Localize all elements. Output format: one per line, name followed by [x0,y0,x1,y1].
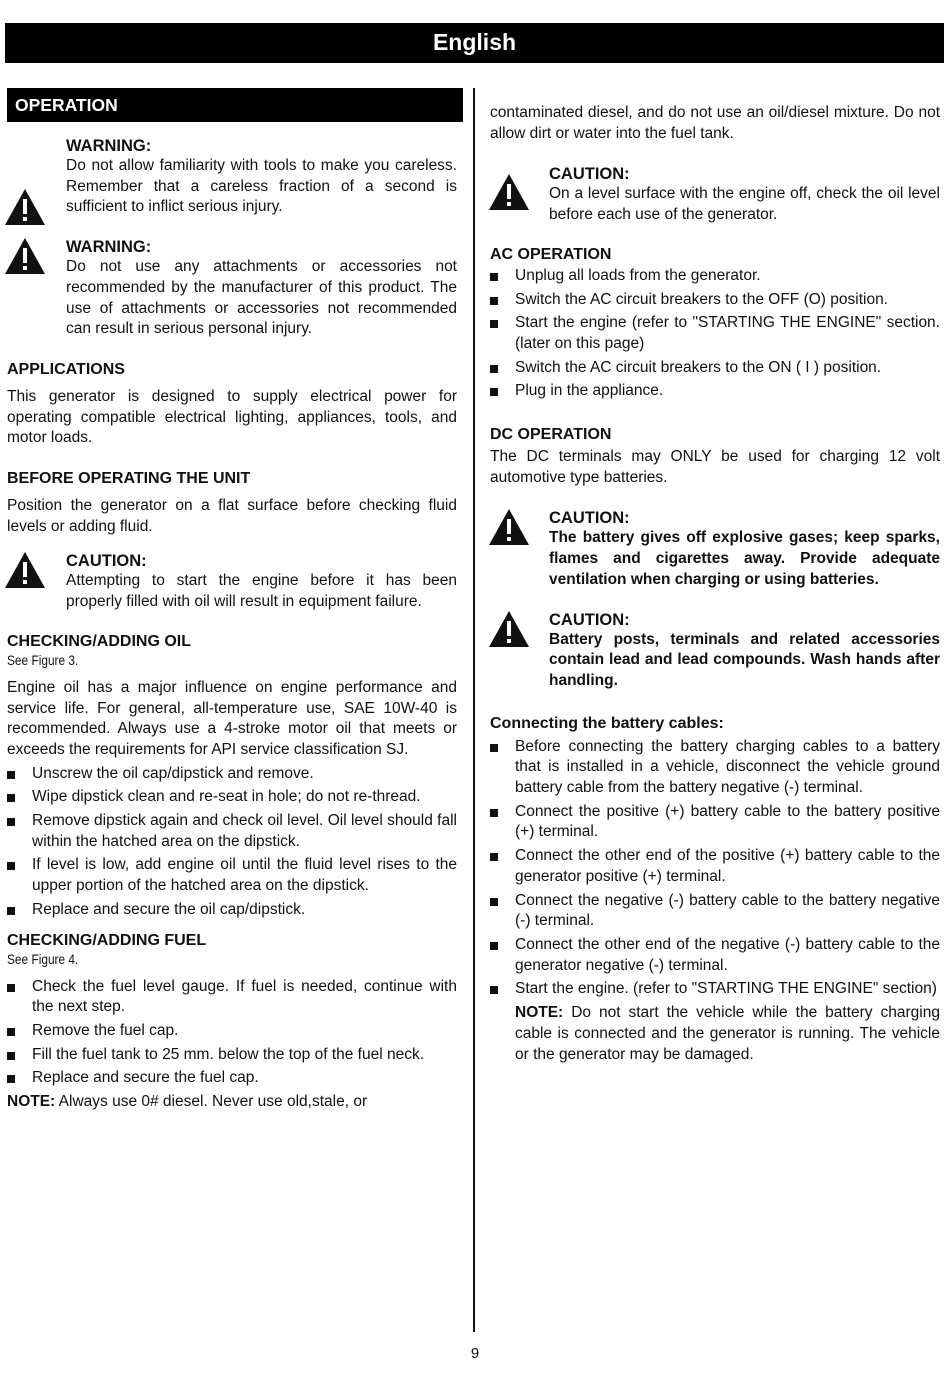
caution-block-2 [490,164,940,225]
battery-cables-steps [490,737,940,1000]
list-item: Connect the negative (-) battery cable to the battery negative (-) terminal. [490,891,940,932]
list-item: Wipe dipstick clean and re-seat in hole; do not re-thread. [7,787,457,808]
language-header: English [5,23,944,63]
cables-note [490,1003,940,1065]
warning-triangle-icon [488,508,530,546]
page-number: 9 [470,1345,480,1362]
see-figure-4: See Figure 4. [7,951,79,967]
caution-block-1 [7,551,457,612]
before-operating-text: Position the generator on a flat surface before checking fluid levels or adding fluid. [7,497,457,535]
caution-text: Battery posts, terminals and related accessories contain lead and lead compounds. Wash hands after handling. [549,630,940,689]
caution-label: CAUTION: [549,610,630,629]
fuel-continued-text: contaminated diesel, and do not use an oil/diesel mixture. Do not allow dirt or water into the fuel tank. [490,104,940,142]
oil-steps-list [7,764,457,921]
caution-label: CAUTION: [549,509,630,528]
warning-text: Do not use any attachments or accessories not recommended by the manufacturer of this product. The use of attachments or accessories not recommended can result in serious personal injury. [66,258,457,338]
caution-text: On a level surface with the engine off, check the oil level before each use of the generator. [549,185,940,224]
note-text: Always use 0# diesel. Never use old,stale, or [55,1093,368,1111]
oil-text: Engine oil has a major influence on engine performance and service life. For general, all-temperature use, SAE 10W-40 is recommended. Always use a 4-stroke motor oil that meets or exceeds the requirements for API service classification SJ. [7,678,457,758]
see-figure-3: See Figure 3. [7,652,79,668]
dc-operation-heading: DC OPERATION [490,426,612,444]
warning-block-1 [7,136,457,218]
list-item: Replace and secure the fuel cap. [7,1068,457,1089]
list-item: Replace and secure the oil cap/dipstick. [7,900,457,921]
list-item: Check the fuel level gauge. If fuel is needed, continue with the next step. [7,977,457,1018]
dc-operation-text: The DC terminals may ONLY be used for charging 12 volt automotive type batteries. [490,448,940,486]
warning-text: Do not allow familiarity with tools to make you careless. Remember that a careless fraction of a second is sufficient to inflict serious injury. [66,157,457,216]
caution-block-3 [490,508,940,590]
list-item: Switch the AC circuit breakers to the ON ( I ) position. [490,358,940,379]
list-item: Connect the other end of the positive (+) battery cable to the generator positive (+) terminal. [490,846,940,887]
section-title: OPERATION [7,88,463,122]
list-item: Remove dipstick again and check oil level. Oil level should fall within the hatched area on the dipstick. [7,811,457,852]
applications-text: This generator is designed to supply electrical power for operating compatible electrical lighting, appliances, tools, and motor loads. [7,387,457,447]
before-operating-heading: BEFORE OPERATING THE UNIT [7,470,251,488]
list-item: Connect the positive (+) battery cable to the battery positive (+) terminal. [490,802,940,843]
column-divider [473,88,475,1332]
list-item: Unscrew the oil cap/dipstick and remove. [7,764,457,785]
list-item: Before connecting the battery charging cables to a battery that is installed in a vehicle, disconnect the vehicle ground battery cable from the battery negative (-) terminal. [490,737,940,799]
warning-block-2 [7,237,457,340]
warning-label: WARNING: [66,238,152,257]
caution-block-4 [490,610,940,692]
caution-text: Attempting to start the engine before it has been properly filled with oil will result in equipment failure. [66,572,457,611]
note-text: Do not start the vehicle while the battery charging cable is connected and the generator is running. The vehicle or the generator may be damaged. [515,1004,940,1063]
warning-triangle-icon [4,188,46,226]
ac-steps-list [490,266,940,402]
caution-label: CAUTION: [549,165,630,184]
checking-oil-heading: CHECKING/ADDING OIL [7,632,191,650]
caution-label: CAUTION: [66,552,147,571]
list-item: Remove the fuel cap. [7,1021,457,1042]
warning-triangle-icon [4,551,46,589]
list-item: Fill the fuel tank to 25 mm. below the top of the fuel neck. [7,1045,457,1066]
list-item: Switch the AC circuit breakers to the OFF (O) position. [490,290,940,311]
ac-operation-heading: AC OPERATION [490,245,612,263]
warning-triangle-icon [488,173,530,211]
caution-text: The battery gives off explosive gases; keep sparks, flames and cigarettes away. Provide adequate ventilation when charging or using batteries. [549,529,940,588]
list-item: Start the engine. (refer to "STARTING THE ENGINE" section) [490,979,940,1000]
warning-triangle-icon [4,237,46,275]
battery-cables-heading: Connecting the battery cables: [490,714,724,732]
list-item: Connect the other end of the negative (-) battery cable to the generator negative (-) terminal. [490,935,940,976]
fuel-steps-list [7,977,457,1090]
fuel-note [7,1092,457,1113]
list-item: If level is low, add engine oil until the fluid level rises to the upper portion of the hatched area on the dipstick. [7,855,457,896]
checking-fuel-heading: CHECKING/ADDING FUEL [7,931,207,949]
warning-label: WARNING: [66,137,152,155]
right-column [490,103,940,1065]
applications-heading: APPLICATIONS [7,360,125,378]
note-label: NOTE: [7,1093,56,1111]
note-label: NOTE: [515,1004,564,1022]
warning-triangle-icon [488,610,530,648]
list-item: Start the engine (refer to "STARTING THE ENGINE" section. (later on this page) [490,313,940,354]
list-item: Unplug all loads from the generator. [490,266,940,287]
left-column [7,88,457,1113]
list-item: Plug in the appliance. [490,381,940,402]
